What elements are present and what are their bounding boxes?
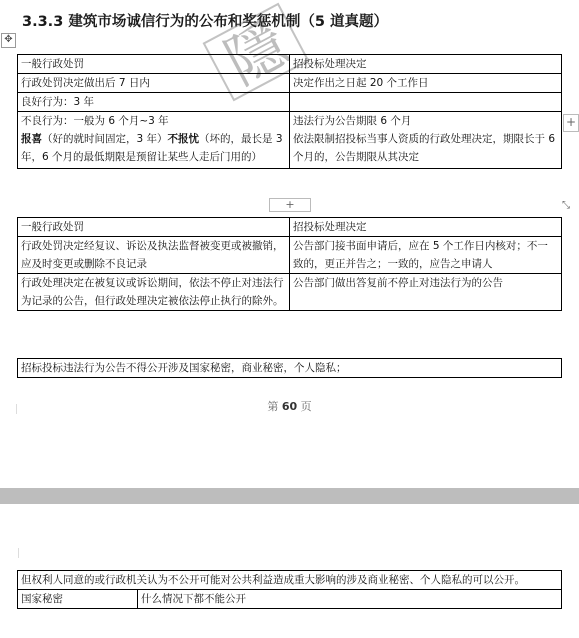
page-number xyxy=(0,398,579,414)
page-corner-mark xyxy=(16,548,26,558)
table-cell: 行政处罚决定做出后 7 日内 xyxy=(18,74,290,93)
table-row xyxy=(18,93,562,112)
page-gap xyxy=(0,488,579,504)
table-publication-period xyxy=(17,54,562,169)
table-cell-bad-behavior xyxy=(18,112,290,169)
table-resize-icon[interactable]: ⤡ xyxy=(562,200,570,211)
table-header-row xyxy=(18,55,562,74)
praise-label: 报喜 xyxy=(21,133,42,145)
table-row xyxy=(18,590,562,609)
table-cell: 决定作出之日起 20 个工作日 xyxy=(290,74,562,93)
table-cell: 国家秘密 xyxy=(18,590,138,609)
worry-text: （坏的，最长是 3 年，6 个月的最低期限是预留让某些人走后门用的） xyxy=(21,133,283,163)
table-header-cell: 招投标处理决定 xyxy=(290,55,562,74)
table-cell: 公告部门做出答复前不停止对违法行为的公告 xyxy=(290,274,562,311)
table-secret-disclosure xyxy=(17,570,562,609)
section-title: 3.3.3 建筑市场诚信行为的公布和奖惩机制（5 道真题） xyxy=(22,14,388,30)
table-header-row xyxy=(18,218,562,237)
table-cell: 公告部门接书面申请后，应在 5 个工作日内核对；不一致的，更正并告之；一致的，应告之申请人 xyxy=(290,237,562,274)
table-header-cell: 一般行政处罚 xyxy=(18,218,290,237)
table-cell: 什么情况下都不能公开 xyxy=(138,590,562,609)
table-row xyxy=(18,274,562,311)
table-cell: 但权利人同意的或行政机关认为不公开可能对公共利益造成重大影响的涉及商业秘密、个人隐私的可以公开。 xyxy=(18,571,562,590)
add-row-plus-icon[interactable]: + xyxy=(269,198,311,212)
table-row xyxy=(18,571,562,590)
table-correction-rules xyxy=(17,217,562,311)
table-row xyxy=(18,74,562,93)
table-cell-bid-bad-behavior: 违法行为公告期限 6 个月 依法限制招投标当事人资质的行政处理决定，期限长于 6 个月的，公告期限从其决定 xyxy=(290,112,562,169)
table-move-handle-icon[interactable]: ✥ xyxy=(1,33,16,48)
table-cell xyxy=(290,93,562,112)
table-row xyxy=(18,112,562,169)
table-row xyxy=(18,359,562,378)
table-cell: 招标投标违法行为公告不得公开涉及国家秘密，商业秘密，个人隐私； xyxy=(18,359,562,378)
table-cell: 良好行为：3 年 xyxy=(18,93,290,112)
praise-text: （好的就时间固定，3 年） xyxy=(42,133,168,145)
table-header-cell: 一般行政处罚 xyxy=(18,55,290,74)
add-column-plus-icon[interactable]: + xyxy=(563,114,579,132)
page-number-prefix: 第 xyxy=(267,400,279,413)
table-publication-restriction xyxy=(17,358,562,378)
page-number-value: 60 xyxy=(281,400,298,413)
worry-label: 不报忧 xyxy=(167,133,200,145)
watermark-glyph: 隱 xyxy=(214,8,300,99)
page-number-suffix: 页 xyxy=(300,400,312,413)
bad-behavior-line: 不良行为：一般为 6 个月~3 年 xyxy=(21,115,169,127)
table-row xyxy=(18,237,562,274)
table-cell: 行政处罚决定经复议、诉讼及执法监督被变更或被撤销，应及时变更或删除不良记录 xyxy=(18,237,290,274)
table-cell: 行政处理决定在被复议或诉讼期间，依法不停止对违法行为记录的公告，但行政处理决定被依法停止执行的除外。 xyxy=(18,274,290,311)
table-header-cell: 招投标处理决定 xyxy=(290,218,562,237)
